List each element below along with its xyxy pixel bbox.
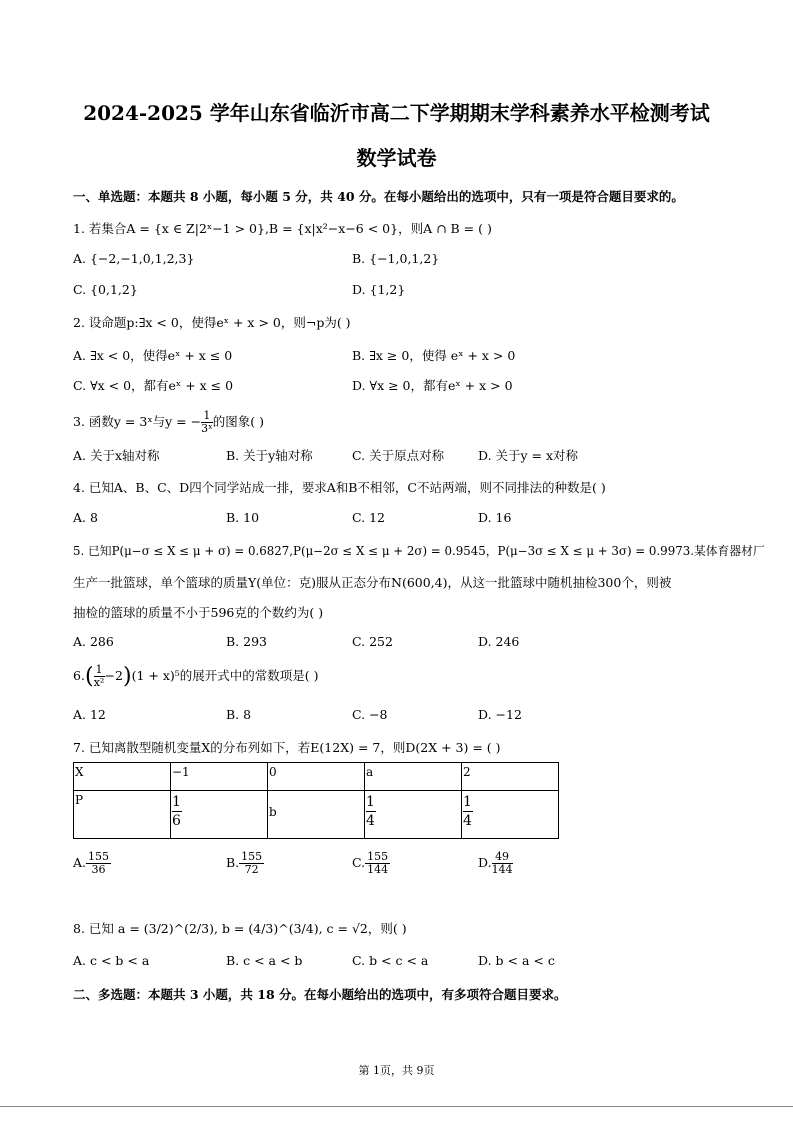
table-cell: a [365,763,462,791]
table-cell: X [74,763,171,791]
option-fraction [239,851,264,876]
table-cell [365,791,462,839]
frac-num: 155 [367,850,389,863]
q3-option-b: B. 关于y轴对称 [226,448,313,463]
q6-option-d: D. −12 [478,707,522,722]
q4-option-d: D. 16 [478,510,512,525]
q8-c-expr: c = √2 [326,921,368,936]
frac-den: 144 [367,863,389,876]
exam-subtitle: 数学试卷 [356,146,437,170]
frac-den: 72 [244,863,259,876]
q5-option-b: B. 293 [226,634,267,649]
option-fraction [86,851,111,876]
q7-stem: 7. 已知离散型随机变量X的分布列如下，若E(12X) = 7，则D(2X + 3) = ( ) [73,740,501,755]
q5-line1: 5. 已知P(μ−σ ≤ X ≤ μ + σ) = 0.6827,P(μ−2σ ≤ X ≤ μ + 2σ) = 0.9545，P(μ−3σ ≤ X ≤ μ + 3σ) = 0.9973.某体育器材厂 [73,544,765,558]
q2-option-d: D. ∀x ≥ 0，都有eˣ + x > 0 [352,378,513,393]
q5-option-a: A. 286 [73,634,114,649]
option-label: B. [226,855,240,870]
table-cell [462,791,559,839]
q2-option-b: B. ∃x ≥ 0，使得 eˣ + x > 0 [352,348,516,363]
q5-option-c: C. 252 [352,634,393,649]
q7-option-d [478,851,513,876]
q6-inner-tail: −2 [104,668,123,683]
table-row [74,763,559,791]
option-label: A. [73,855,87,870]
q6-frac-num: 1 [95,663,103,676]
q4-option-b: B. 10 [226,510,260,525]
option-fraction [365,851,390,876]
q8-option-b: B. c < a < b [226,953,303,968]
q3-fraction [201,410,213,435]
q2-option-c: C. ∀x < 0，都有eˣ + x ≤ 0 [73,378,234,393]
frac-den: 4 [463,813,472,829]
q2-stem: 2. 设命题p:∃x < 0，使得eˣ + x > 0，则¬p为( ) [73,315,351,330]
q5-line3: 抽检的篮球的质量不小于596克的个数约为( ) [73,605,324,620]
q6-open-paren: ( [84,664,94,689]
q7-p4-fraction [463,793,473,830]
table-cell [268,791,365,839]
q3-option-c: C. 关于原点对称 [352,448,445,463]
section2-heading: 二、多选题：本题共 3 小题，共 18 分。在每小题给出的选项中，有多项符合题目要求。 [73,987,567,1002]
q1-option-a: A. {−2,−1,0,1,2,3} [73,251,195,266]
frac-num: 1 [463,794,472,810]
q3-stem [73,410,264,435]
q6-stem [73,664,318,689]
q5-line2: 生产一批篮球，单个篮球的质量Y(单位：克)服从正态分布N(600,4)，从这一批篮球中随机抽检300个，则被 [73,575,672,590]
q1-option-b: B. {−1,0,1,2} [352,251,440,266]
q8-b-expr: b = (4/3)^(3/4) [221,921,319,936]
option-fraction [492,851,513,876]
table-cell: 0 [268,763,365,791]
q8-stem: 8. 已知 a = (3/2)^(2/3), b = (4/3)^(3/4), c = √2，则( ) [73,921,407,936]
q6-fraction [94,664,105,689]
page-footer: 第 1页，共 9页 [358,1064,435,1077]
q7-p2: b [269,805,277,819]
q6-stem-post: (1 + x)⁵的展开式中的常数项是( ) [131,668,319,683]
q6-option-c: C. −8 [352,707,388,722]
table-row [74,791,559,839]
section1-heading: 一、单选题：本题共 8 小题，每小题 5 分，共 40 分。在每小题给出的选项中，只有一项是符合题目要求的。 [73,189,684,204]
table-cell: P [74,791,171,839]
q3-stem-pre: 3. 函数y = 3ˣ与y = − [73,414,202,429]
option-label: D. [478,855,492,870]
table-cell [171,791,268,839]
q8-suffix: ，则( ) [367,921,407,936]
frac-num: 1 [172,794,181,810]
q8-option-a: A. c < b < a [73,953,150,968]
q6-close-paren: ) [122,664,132,689]
q7-p3-fraction [366,793,376,830]
frac-num: 1 [366,794,375,810]
q7-distribution-table [73,762,559,839]
q7-p1-fraction [172,793,182,830]
q6-option-b: B. 8 [226,707,252,722]
q8-a-expr: a = (3/2)^(2/3) [117,921,214,936]
q7-option-b [226,851,264,876]
q6-frac-den: x² [93,676,105,689]
q5-option-d: D. 246 [478,634,520,649]
q8-prefix: 8. 已知 [73,921,114,936]
frac-den: 6 [172,813,181,829]
q7-option-c [352,851,390,876]
q1-stem: 1. 若集合A = {x ∈ Z|2ˣ−1 > 0},B = {x|x²−x−6 < 0}，则A ∩ B = ( ) [73,221,492,236]
q3-frac-num: 1 [201,410,213,423]
option-label: C. [352,855,366,870]
frac-den: 144 [491,863,513,876]
q4-option-c: C. 12 [352,510,385,525]
frac-num: 49 [492,851,513,864]
exam-title: 2024-2025 学年山东省临沂市高二下学期期末学科素养水平检测考试 [83,101,710,125]
q1-option-c: C. {0,1,2} [73,282,138,297]
q4-option-a: A. 8 [73,510,98,525]
q7-option-a [73,851,111,876]
q8-option-c: C. b < c < a [352,953,429,968]
q3-frac-den: 3ˣ [201,422,213,435]
frac-den: 36 [91,863,106,876]
table-cell: 2 [462,763,559,791]
q8-option-d: D. b < a < c [478,953,555,968]
frac-num: 155 [88,850,110,863]
q6-option-a: A. 12 [73,707,106,722]
q4-stem: 4. 已知A、B、C、D四个同学站成一排，要求A和B不相邻，C不站两端，则不同排法的种数是( ) [73,480,606,495]
q3-option-a: A. 关于x轴对称 [73,448,160,463]
q3-stem-post: 的图象( ) [212,414,264,429]
q1-option-d: D. {1,2} [352,282,406,297]
frac-den: 4 [366,813,375,829]
q2-option-a: A. ∃x < 0，使得eˣ + x ≤ 0 [73,348,233,363]
q3-option-d: D. 关于y = x对称 [478,448,579,463]
q6-prefix: 6. [73,668,85,683]
table-cell: −1 [171,763,268,791]
frac-num: 155 [241,850,263,863]
page-bottom-divider [0,1106,793,1107]
